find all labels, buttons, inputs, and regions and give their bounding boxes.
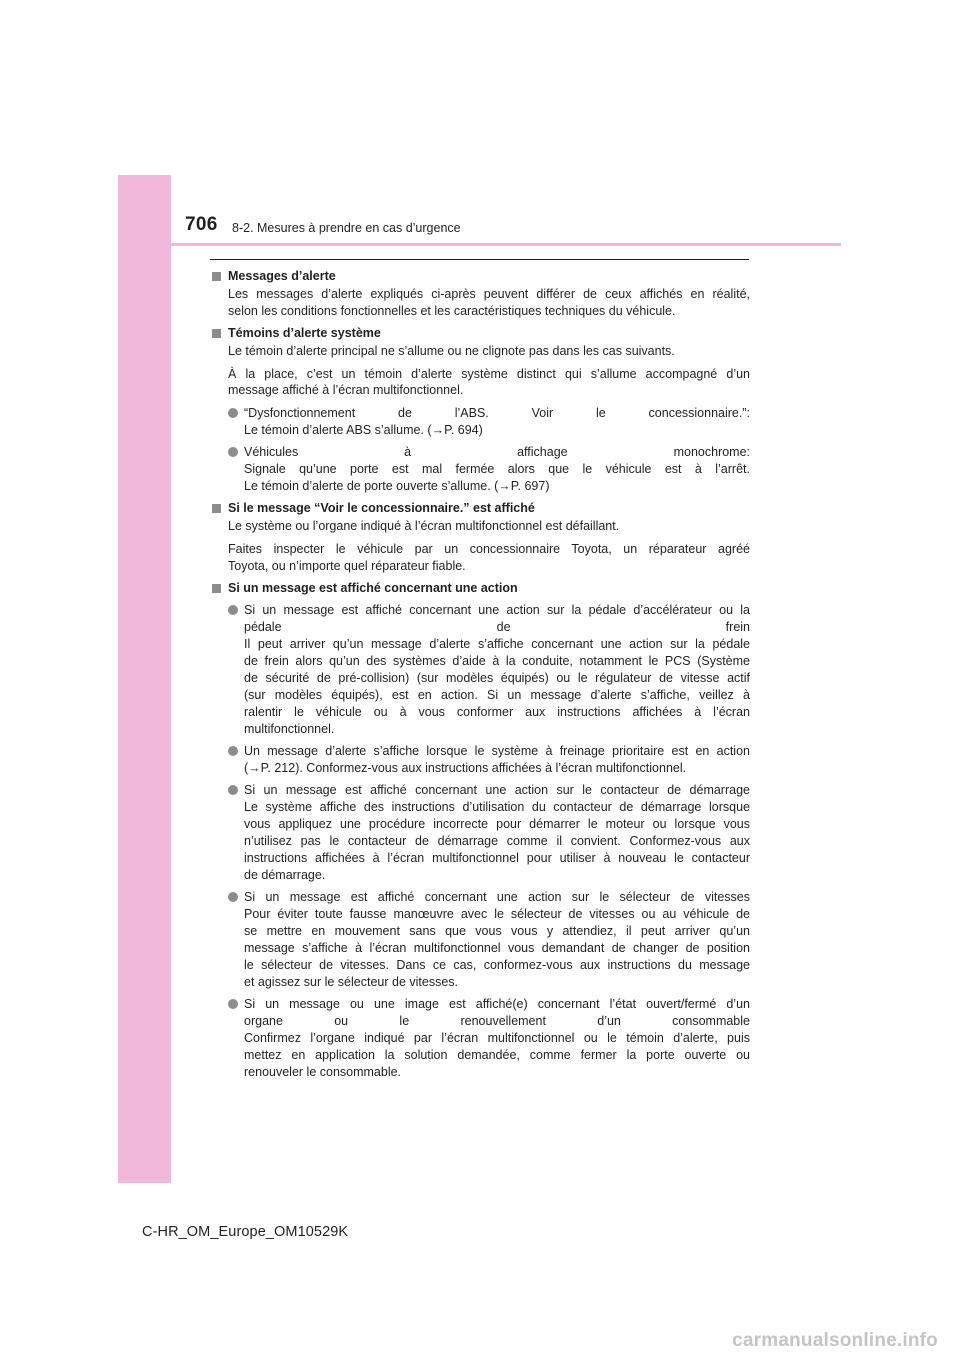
- text-line: Faites inspecter le véhicule par un concessionnaire Toyota, un réparateur agréé: [228, 541, 750, 556]
- bullet-text: [228, 782, 750, 883]
- bullet-text: [228, 889, 750, 990]
- text-line: instructions affichées à l’écran multifonctionnel pour utiliser à nouveau le contacteur: [244, 851, 750, 866]
- bullet-text: [228, 602, 750, 737]
- section-heading: [210, 580, 750, 597]
- text-line: message s’affiche à l’écran multifonctionnel vous demandant de changer de position: [244, 941, 750, 956]
- text-line: message affiché à l’écran multifonctionnel.: [228, 383, 464, 398]
- body-paragraph: [210, 366, 750, 400]
- square-bullet-icon: [212, 329, 221, 338]
- bullet-text: [228, 996, 750, 1081]
- text-line: Le témoin d’alerte principal ne s’allume ou ne clignote pas dans les cas suivants.: [228, 344, 675, 359]
- watermark: carmanualsonline.info: [732, 1330, 938, 1351]
- bullet-item: [210, 782, 750, 883]
- text-line: pédale de frein: [244, 620, 750, 635]
- text-line: Véhicules à affichage monochrome:: [244, 445, 750, 460]
- text-line: et agissez sur le sélecteur de vitesses.: [244, 974, 458, 989]
- text-line: Il peut arriver qu’un message d’alerte s’affiche concernant une action sur la pédale: [244, 637, 750, 652]
- bullet-item: [210, 743, 750, 777]
- text-line: multifonctionnel.: [244, 721, 335, 736]
- text-line: Si un message est affiché concernant une action sur le contacteur de démarrage: [244, 783, 750, 798]
- text-line: n’utilisez pas le contacteur de démarrage comme il convient. Conformez-vous aux: [244, 834, 750, 849]
- text-line: Si un message est affiché concernant une action sur la pédale d’accélérateur ou la: [244, 603, 750, 618]
- text-line: Pour éviter toute fausse manœuvre avec le sélecteur de vitesses ou au véhicule de: [244, 907, 750, 922]
- text-line: Le système affiche des instructions d’utilisation du contacteur de démarrage lorsque: [244, 800, 750, 815]
- page-number: 706: [185, 214, 218, 235]
- text-line: le sélecteur de vitesses. Dans ce cas, conformez-vous aux instructions du message: [244, 958, 750, 973]
- body-paragraph: [210, 541, 750, 575]
- text-line: (→P. 212). Conformez-vous aux instructions affichées à l’écran multifonctionnel.: [244, 761, 687, 776]
- circle-bullet-icon: [228, 408, 238, 418]
- text-line: Signale qu’une porte est mal fermée alors que le véhicule est à l’arrêt.: [244, 462, 750, 477]
- text-line: de frein alors qu’un des systèmes d’aide à la conduite, notamment le PCS (Système: [244, 654, 750, 669]
- text-line: Toyota, ou n’importe quel réparateur fiable.: [228, 558, 466, 573]
- section-title: 8-2. Mesures à prendre en cas d’urgence: [232, 221, 461, 235]
- bullet-item: [210, 602, 750, 737]
- text-line: Un message d’alerte s’affiche lorsque le système à freinage prioritaire est en action: [244, 744, 750, 759]
- bullet-item: [210, 405, 750, 439]
- square-bullet-icon: [212, 504, 221, 513]
- text-line: vous appliquez une procédure incorrecte pour démarrer le moteur ou lorsque vous: [244, 817, 750, 832]
- text-line: Les messages d’alerte expliqués ci-après peuvent différer de ceux affichés en réalité,: [228, 286, 750, 301]
- text-line: de démarrage.: [244, 868, 326, 882]
- page-content: [210, 268, 750, 1081]
- content-top-rule: [210, 259, 749, 260]
- square-bullet-icon: [212, 584, 221, 593]
- bullet-text: [228, 405, 750, 439]
- section-heading: [210, 268, 750, 285]
- body-paragraph: [210, 343, 750, 360]
- text-line: Si un message ou une image est affiché(e) concernant l’état ouvert/fermé d’un: [244, 997, 750, 1012]
- text-line: “Dysfonctionnement de l’ABS. Voir le concessionnaire.”:: [244, 405, 750, 420]
- section-heading-text: Si le message “Voir le concessionnaire.” est affiché: [228, 501, 535, 516]
- text-line: mettez en application la solution demandée, comme fermer la porte ouverte ou: [244, 1048, 750, 1063]
- section-heading-text: Témoins d’alerte système: [228, 326, 381, 341]
- bullet-text: [228, 743, 750, 777]
- text-line: ralentir le véhicule ou à vous conformer aux instructions affichées à l’écran: [244, 704, 750, 719]
- bullet-item: [210, 444, 750, 495]
- text-line: Confirmez l’organe indiqué par l’écran multifonctionnel ou le témoin d’alerte, puis: [244, 1031, 750, 1046]
- text-line: (sur modèles équipés), est en action. Si un message d’alerte s’affiche, veillez à: [244, 687, 750, 702]
- square-bullet-icon: [212, 272, 221, 281]
- text-line: de sécurité de pré-collision) (sur modèles équipés) ou le régulateur de vitesse actif: [244, 671, 750, 686]
- body-paragraph: [210, 286, 750, 320]
- body-paragraph: [210, 518, 750, 535]
- text-line: Le témoin d’alerte ABS s’allume. (→P. 694): [244, 422, 483, 437]
- bullet-text: [228, 444, 750, 495]
- bullet-item: [210, 996, 750, 1081]
- document-id: C-HR_OM_Europe_OM10529K: [142, 1224, 349, 1240]
- text-line: À la place, c’est un témoin d’alerte système distinct qui s’allume accompagné d’un: [228, 366, 750, 381]
- text-line: Le système ou l’organe indiqué à l’écran multifonctionnel est défaillant.: [228, 519, 620, 534]
- text-line: Le témoin d’alerte de porte ouverte s’allume. (→P. 697): [244, 478, 550, 493]
- text-line: selon les conditions fonctionnelles et les caractéristiques techniques du véhicule.: [228, 303, 676, 318]
- text-line: Si un message est affiché concernant une action sur le sélecteur de vitesses: [244, 890, 750, 905]
- section-heading-text: Si un message est affiché concernant une action: [228, 581, 518, 595]
- side-color-band: [118, 175, 171, 1183]
- bullet-item: [210, 889, 750, 990]
- text-line: organe ou le renouvellement d’un consommable: [244, 1014, 750, 1029]
- section-heading-text: Messages d’alerte: [228, 269, 336, 283]
- section-heading: [210, 500, 750, 517]
- text-line: se mettre en mouvement sans que vous vous y attendiez, il peut arriver qu’un: [244, 924, 750, 939]
- text-line: renouveler le consommable.: [244, 1064, 402, 1079]
- section-heading: [210, 325, 750, 342]
- header-rule: [171, 243, 841, 246]
